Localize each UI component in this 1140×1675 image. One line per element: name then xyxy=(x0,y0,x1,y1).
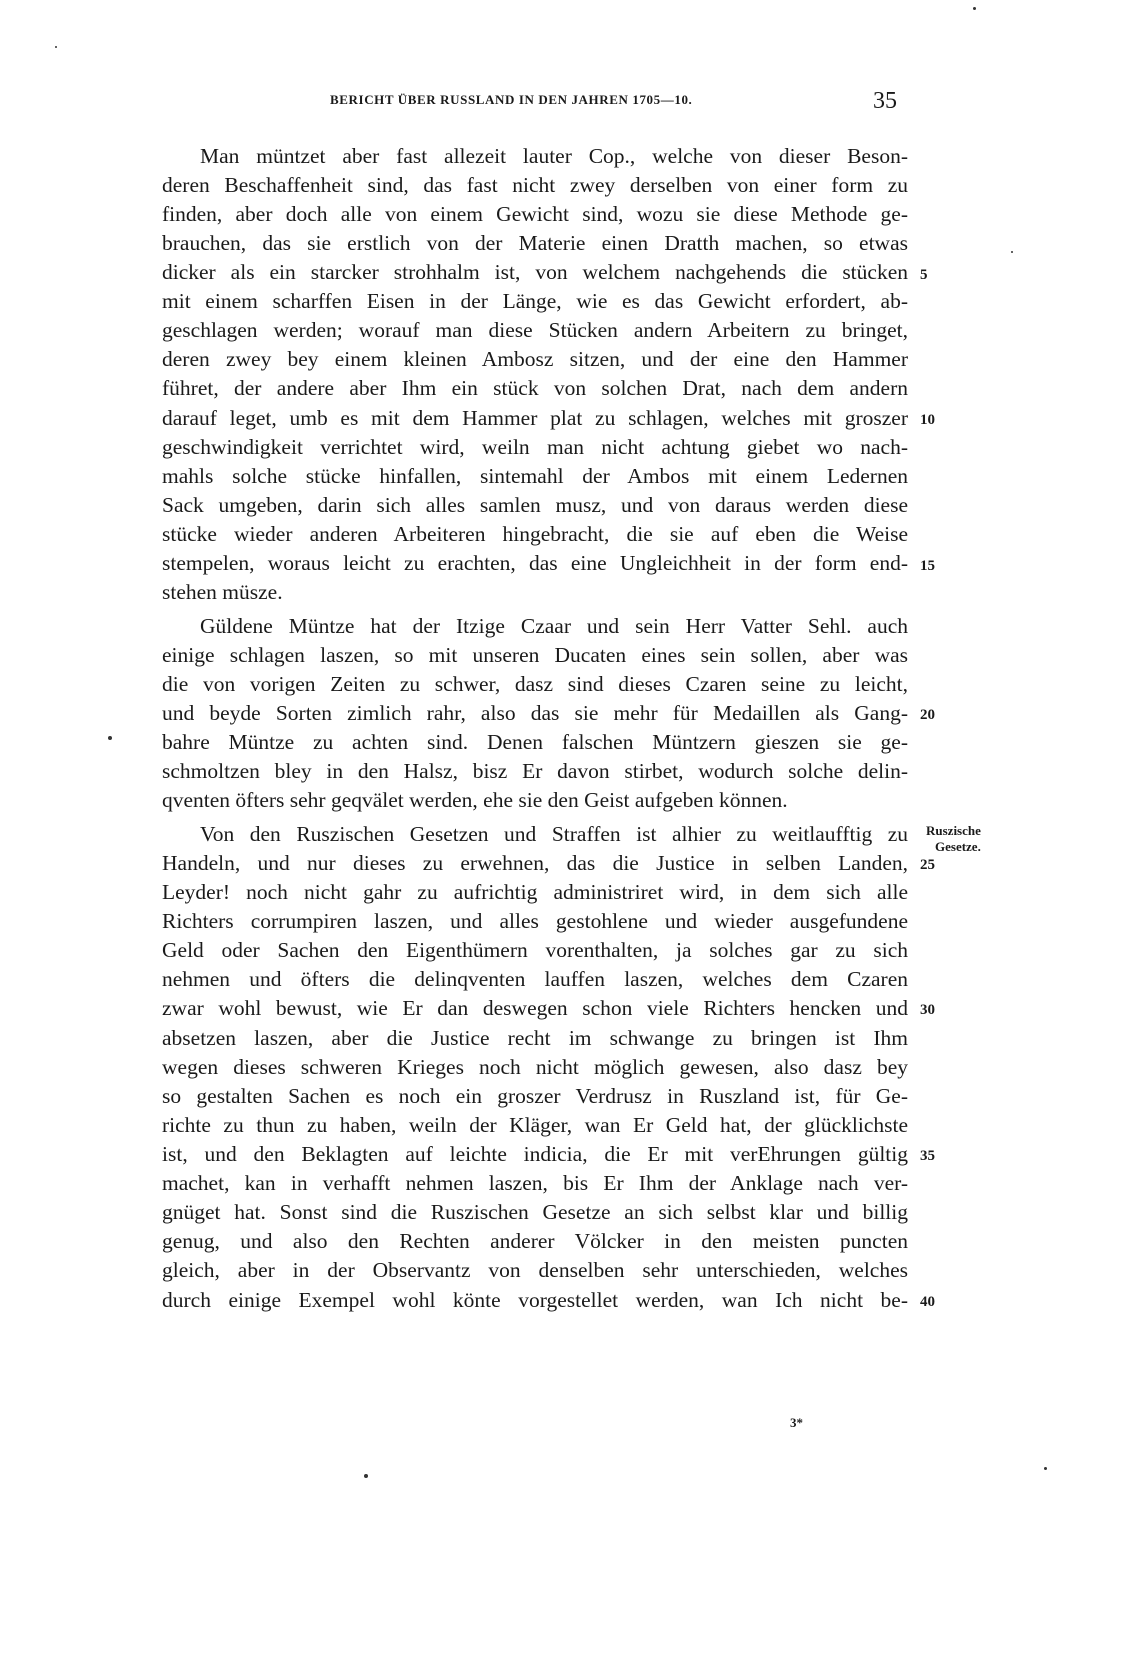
text-line: Sack umgeben, darin sich alles samlen musz, und von daraus werden diese xyxy=(162,493,908,517)
line-number: 15 xyxy=(920,558,935,574)
text-line: so gestalten Sachen es noch ein groszer Verdrusz in Ruszland ist, für Ge- xyxy=(162,1084,908,1108)
scan-speck xyxy=(1011,251,1013,253)
text-line: stehen müsze. xyxy=(162,580,283,604)
text-line: stücke wieder anderen Arbeiteren hingebracht, die sie auf eben die Weise xyxy=(162,522,908,546)
text-line: Güldene Müntze hat der Itzige Czaar und sein Herr Vatter Sehl. auch xyxy=(200,614,908,638)
text-line: stempelen, woraus leicht zu erachten, das eine Ungleichheit in der form end- xyxy=(162,551,908,575)
text-line: durch einige Exempel wohl könte vorgestellet werden, wan Ich nicht be- xyxy=(162,1288,908,1312)
text-line: finden, aber doch alle von einem Gewicht sind, wozu sie diese Methode ge- xyxy=(162,202,908,226)
line-number: 5 xyxy=(920,267,928,283)
line-number: 20 xyxy=(920,707,935,723)
text-line: Leyder! noch nicht gahr zu aufrichtig administriret wird, in dem sich alle xyxy=(162,880,908,904)
text-line: geschlagen werden; worauf man diese Stücken andern Arbeitern zu bringet, xyxy=(162,318,908,342)
text-line: wegen dieses schweren Krieges noch nicht möglich gewesen, also dasz bey xyxy=(162,1055,908,1079)
text-line: qventen öfters sehr geqvälet werden, ehe sie den Geist aufgeben können. xyxy=(162,788,788,812)
text-line: zwar wohl bewust, wie Er dan deswegen schon viele Richters hencken und xyxy=(162,996,908,1020)
text-line: deren Beschaffenheit sind, das fast nicht zwey derselben von einer form zu xyxy=(162,173,908,197)
running-title: BERICHT ÜBER RUSSLAND IN DEN JAHREN 1705—10. xyxy=(330,92,693,107)
text-line: schmoltzen bley in den Halsz, bisz Er davon stirbet, wodurch solche delin- xyxy=(162,759,908,783)
text-line: mahls solche stücke hinfallen, sintemahl der Ambos mit einem Ledernen xyxy=(162,464,908,488)
text-line: brauchen, das sie erstlich von der Materie einen Dratth machen, so etwas xyxy=(162,231,908,255)
text-line: mit einem scharffen Eisen in der Länge, wie es das Gewicht erfordert, ab- xyxy=(162,289,908,313)
text-line: dicker als ein starcker strohhalm ist, von welchem nachgehends die stücken xyxy=(162,260,908,284)
text-line: Man müntzet aber fast allezeit lauter Cop., welche von dieser Beson- xyxy=(200,144,908,168)
text-line: einige schlagen laszen, so mit unseren Ducaten eines sein sollen, aber was xyxy=(162,643,908,667)
page-number: 35 xyxy=(873,88,897,114)
text-line: genug, und also den Rechten anderer Völcker in den meisten puncten xyxy=(162,1229,908,1253)
text-line: nehmen und öfters die delinqventen lauffen laszen, welches dem Czaren xyxy=(162,967,908,991)
line-number: 35 xyxy=(920,1148,935,1164)
text-line: gnüget hat. Sonst sind die Ruszischen Gesetze an sich selbst klar und billig xyxy=(162,1200,908,1224)
scan-speck xyxy=(1044,1467,1047,1470)
scan-speck xyxy=(973,7,976,10)
text-line: Handeln, und nur dieses zu erwehnen, das die Justice in selben Landen, xyxy=(162,851,908,875)
text-line: geschwindigkeit verrichtet wird, weiln man nicht achtung giebet wo nach- xyxy=(162,435,908,459)
text-line: ist, und den Beklagten auf leichte indicia, die Er mit verEhrungen gültig xyxy=(162,1142,908,1166)
line-number: 25 xyxy=(920,857,935,873)
text-line: Von den Ruszischen Gesetzen und Straffen ist alhier zu weitlaufftig zu xyxy=(200,822,908,846)
line-number: 40 xyxy=(920,1294,935,1310)
text-line: Geld oder Sachen den Eigenthümern vorenthalten, ja solches gar zu sich xyxy=(162,938,908,962)
text-line: absetzen laszen, aber die Justice recht im schwange zu bringen ist Ihm xyxy=(162,1026,908,1050)
scan-speck xyxy=(55,46,57,48)
scan-speck xyxy=(364,1474,368,1478)
text-line: deren zwey bey einem kleinen Ambosz sitzen, und der eine den Hammer xyxy=(162,347,908,371)
marginal-note-line: Ruszische xyxy=(926,823,981,838)
text-line: Richters corrumpiren laszen, und alles gestohlene und wieder ausgefundene xyxy=(162,909,908,933)
text-line: machet, kan in verhafft nehmen laszen, bis Er Ihm der Anklage nach ver- xyxy=(162,1171,908,1195)
text-line: bahre Müntze zu achten sind. Denen falschen Müntzern gieszen sie ge- xyxy=(162,730,908,754)
text-line: die von vorigen Zeiten zu schwer, dasz sind dieses Czaren seine zu leicht, xyxy=(162,672,908,696)
text-line: gleich, aber in der Observantz von denselben sehr unterschieden, welches xyxy=(162,1258,908,1282)
text-line: richte zu thun zu haben, weiln der Kläger, wan Er Geld hat, der glücklichste xyxy=(162,1113,908,1137)
marginal-note-line: Gesetze. xyxy=(935,839,981,854)
line-number: 30 xyxy=(920,1002,935,1018)
signature-mark: 3* xyxy=(790,1415,803,1430)
text-line: und beyde Sorten zimlich rahr, also das sie mehr für Medaillen als Gang- xyxy=(162,701,908,725)
text-line: darauf leget, umb es mit dem Hammer plat zu schlagen, welches mit groszer xyxy=(162,406,908,430)
scan-speck xyxy=(108,736,112,740)
line-number: 10 xyxy=(920,412,935,428)
text-line: führet, der andere aber Ihm ein stück von solchen Drat, nach dem andern xyxy=(162,376,908,400)
